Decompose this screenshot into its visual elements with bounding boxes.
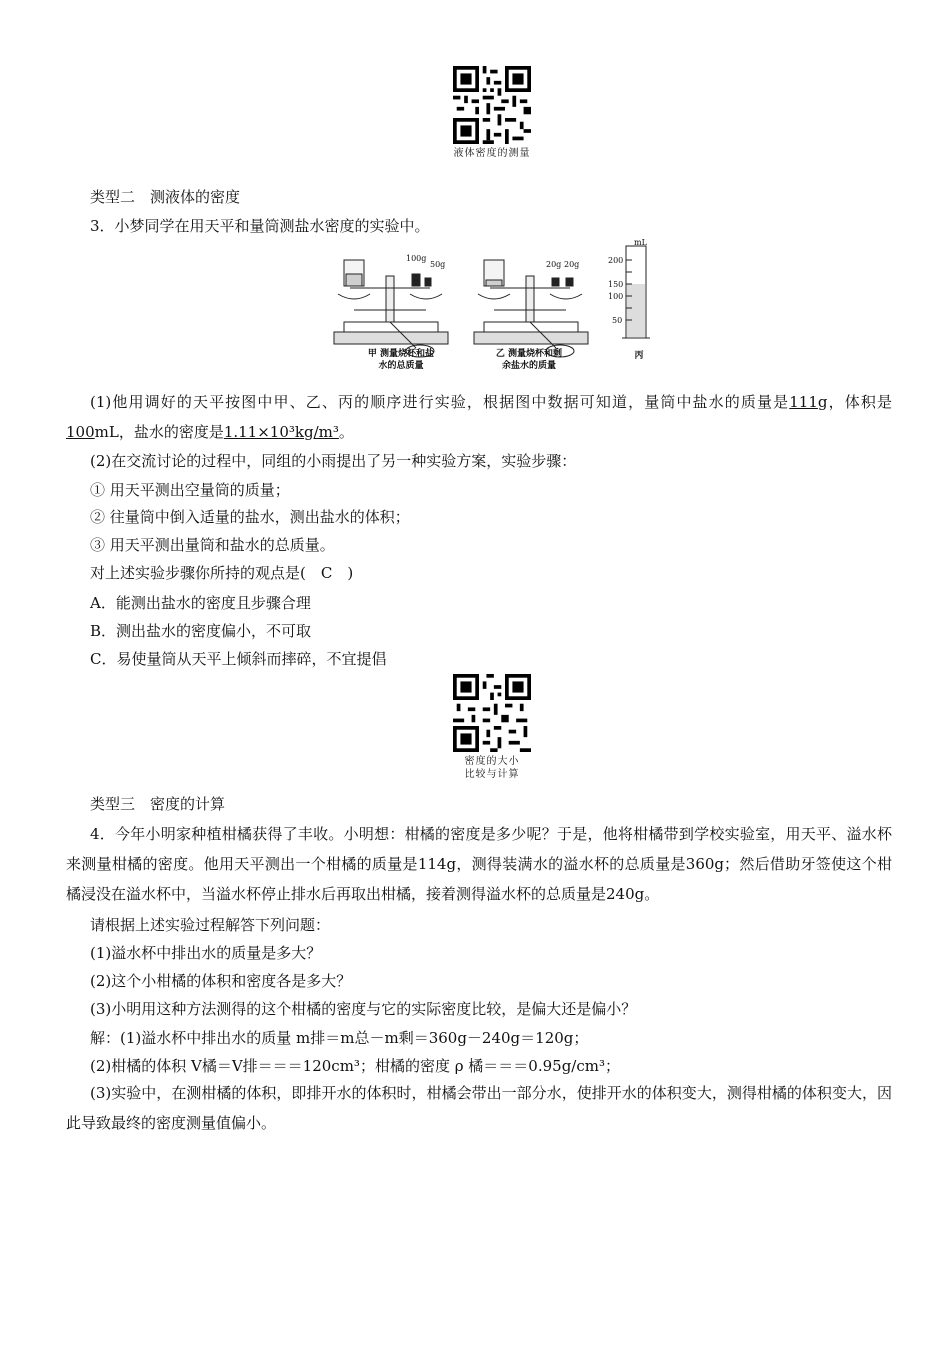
weight-label-20g-a: 20g [546,260,562,269]
figure-caption-yi [482,348,576,372]
question-4-sub-1: (1)溢水杯中排出水的质量是多大？ [90,944,322,962]
figure-caption-jia-line2: 水的总质量 [378,361,424,371]
question-4-prompt: 请根据上述实验过程解答下列问题： [90,916,331,934]
weight-label-50g: 50g [430,260,446,269]
qr-code-block-2 [430,674,554,781]
answer-1: 解：(1)溢水杯中排出水的质量 m排＝m总－m剩＝360g－240g＝120g； [90,1029,589,1047]
option-c: C．易使量筒从天平上倾斜而摔碎，不宜提倡 [90,650,387,668]
qr-caption-2-line1: 密度的大小 [464,756,520,767]
question-3-part-2: (2)在交流讨论的过程中，同组的小雨提出了另一种实验方案，实验步骤： [90,452,577,470]
qr-code-icon [453,66,531,144]
question-4-stem: 4．今年小明家种植柑橘获得了丰收。小明想：柑橘的密度是多少呢？于是，他将柑橘带到学校实验室，用天平、溢水杯来测量柑橘的密度。他用天平测出一个柑橘的质量是114g，测得装满水的溢水杯的总质量是360g；然后借助牙签使这个柑橘浸没在溢水杯中，当溢水杯停止排水后再取出柑橘，接着测得溢水杯的总质量是240g。 [66,825,892,903]
weight-label-20g-b: 20g [564,260,580,269]
section-title-type3: 类型三 密度的计算 [90,795,226,813]
balance-diagram [330,236,660,366]
step-1: ① 用天平测出空量筒的质量； [90,481,290,499]
cylinder-unit-label: mL [634,238,647,247]
q3-p1-text-c: 体积是 [844,393,892,411]
answer-3: (3)实验中，在测柑橘的体积，即排开水的体积时，柑橘会带出一部分水，使排开水的体积变大，测得柑橘的体积变大，因此导致最终的密度测量值偏小。 [66,1084,892,1132]
option-a: A．能测出盐水的密度且步骤合理 [90,594,311,612]
option-b: B．测出盐水的密度偏小，不可取 [90,622,312,640]
cylinder-tick-200: 200 [608,256,624,265]
question-4-sub-2: (2)这个小柑橘的体积和密度各是多大？ [90,972,352,990]
question-3-part-1 [66,387,892,447]
q3-p1-text-e: 。 [338,423,354,441]
q3-answer-density: 1.11×10³kg/m³ [223,423,339,441]
figure-caption-yi-line1: 乙 测量烧杯和剩 [495,349,563,359]
cylinder-tick-150: 150 [608,280,624,289]
figure-caption-bing: 丙 [634,351,644,361]
qr-caption-2-line2: 比较与计算 [464,769,520,780]
step-2: ② 往量筒中倒入适量的盐水，测出盐水的体积； [90,508,410,526]
question-3-stem: 3．小梦同学在用天平和量筒测盐水密度的实验中。 [90,217,430,235]
qr-code-block-1 [430,66,554,160]
q3-answer-volume: 100 [66,423,95,441]
question-3-ask: 对上述实验步骤你所持的观点是( C ) [90,564,354,582]
figure-caption-yi-line2: 余盐水的质量 [501,361,556,371]
q3-p1-text-a: (1)他用调好的天平按图中甲、乙、丙的顺序进行实验，根据图中数据可知道，量筒中盐水的质量是 [90,393,790,411]
cylinder-tick-100: 100 [608,292,624,301]
q3-p1-text-b: g， [817,393,845,411]
qr-caption-1: 液体密度的测量 [453,148,531,159]
answer-2: (2)柑橘的体积 V橘＝V排＝＝＝120cm³；柑橘的密度 ρ 橘＝＝＝0.95g/cm³； [90,1057,620,1075]
cylinder-tick-50: 50 [612,316,623,325]
weight-label-100g: 100g [406,254,427,263]
q3-answer-mass: 111 [789,393,818,411]
step-3: ③ 用天平测出量筒和盐水的总质量。 [90,536,335,554]
figure-caption-jia-line1: 甲 测量烧杯和盐 [367,349,435,359]
qr-code-icon [453,674,531,752]
q3-p1-text-d: mL，盐水的密度是 [94,423,224,441]
figure-caption-jia [356,348,446,372]
section-title-type2: 类型二 测液体的密度 [90,188,241,206]
question-4-sub-3: (3)小明用这种方法测得的这个柑橘的密度与它的实际密度比较，是偏大还是偏小？ [90,1000,637,1018]
